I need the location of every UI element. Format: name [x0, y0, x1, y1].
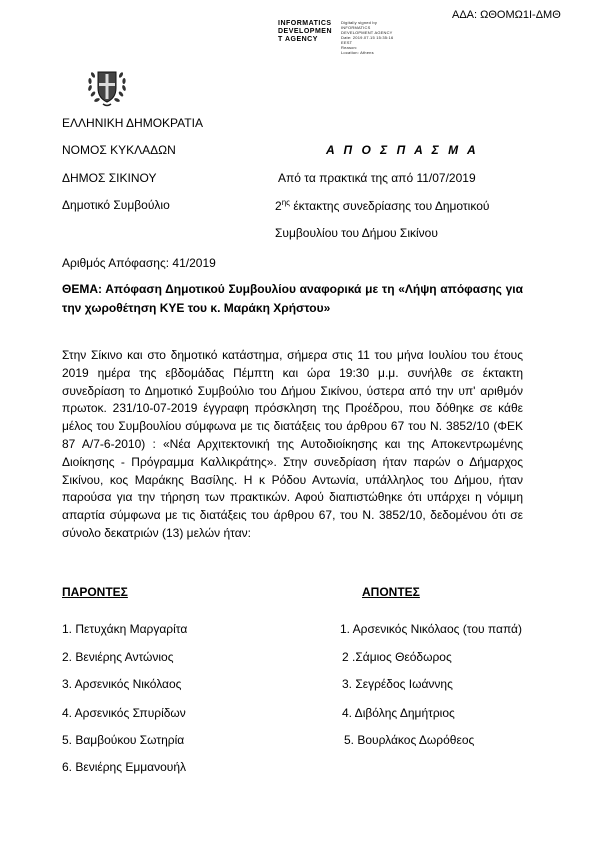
session-line: $2^{\eta\varsigma}$ έκτακτης συνεδρίασης του Δημοτικού: [275, 198, 490, 213]
absent-item: 3. Σεγρέδος Ιωάννης: [342, 677, 453, 691]
logo-line: T AGENCY: [278, 36, 318, 43]
subject-heading: ΘΕΜΑ: Απόφαση Δημοτικού Συμβουλίου αναφορικά με τη «Λήψη απόφασης για την χωροθέτηση ΚΥΕ του κ. Μαράκη Χρήστου»: [62, 282, 523, 315]
present-item: 5. Βαμβούκου Σωτηρία: [62, 733, 185, 747]
absent-header: ΑΠΟΝΤΕΣ: [362, 585, 420, 599]
present-item: 2. Βενιέρης Αντώνιος: [62, 650, 174, 664]
ada-code: ΑΔΑ: ΩΘΟΜΩ1Ι-ΔΜΘ: [452, 9, 561, 21]
present-item: 6. Βενιέρης Εμμανουήλ: [62, 760, 187, 774]
logo-line: INFORMATICS: [278, 20, 332, 27]
decision-number: Αριθμός Απόφασης: 41/2019: [62, 256, 216, 270]
absent-item: 5. Βουρλάκος Δωρόθεος: [344, 733, 475, 747]
signature-logo: [278, 20, 332, 44]
present-item: 4. Αρσενικός Σπυρίδων: [62, 706, 186, 720]
absent-item: 4. Διβόλης Δημήτριος: [342, 706, 455, 720]
absent-item: 2 .Σάμιος Θεόδωρος: [342, 650, 452, 664]
excerpt-title: Α Π Ο Σ Π Α Σ Μ Α: [326, 143, 479, 157]
prefecture-name: ΝΟΜΟΣ ΚΥΚΛΑΔΩΝ: [62, 143, 176, 157]
present-header: ΠΑΡΟΝΤΕΣ: [62, 585, 128, 599]
minutes-date: Από τα πρακτικά της από 11/07/2019: [278, 171, 476, 185]
present-item: 1. Πετυχάκη Μαργαρίτα: [62, 622, 188, 636]
present-item: 3. Αρσενικός Νικόλαος: [62, 677, 182, 691]
council-name: Δημοτικό Συμβούλιο: [62, 198, 170, 212]
body-paragraph: Στην Σίκινο και στο δημοτικό κατάστημα, σήμερα στις 11 του μήνα Ιουλίου του έτους 2019 ημέρα της εβδομάδας Πέμπτη και ώρα 19:30 μ.μ. συνήλθε σε έκτακτη συνεδρίαση το Δημοτικό Συμβούλιο του Δήμου Σικίνου, ύστερα από την υπ' αριθμόν πρωτοκ. 231/10-07-2019 έγγραφη πρόσκληση της Προέδρου, που δόθηκε σε κάθε μέλος του Συμβουλίου σύμφωνα με τις διατάξεις του άρθρου 67 του Ν. 3852/10 (ΦΕΚ 87 Α/7-6-2010) : «Νέα Αρχιτεκτονική της Αυτοδιοίκησης και της Αποκεντρωμένης Διοίκησης - Πρόγραμμα Καλλικράτης». Στην συνεδρίαση ήταν παρών ο Δήμαρχος Σικίνου, κος Μαράκης Βασίλης. Η κ Ρόδου Αντωνία, υπάλληλος του Δήμου, ήταν παρούσα για την τήρηση των πρακτικών. Αφού διαπιστώθηκε ότι υπάρχει η νόμιμη απαρτία σύμφωνα με τις διατάξεις του άρθρου 67, του Ν. 3852/10, δεδομένου ότι σε σύνολο δεκατριών (13) μελών ήταν:: [62, 348, 523, 540]
greek-emblem-icon: [84, 64, 130, 108]
logo-line: DEVELOPMEN: [278, 28, 333, 35]
session-line-2: Συμβουλίου του Δήμου Σικίνου: [275, 226, 438, 240]
absent-item: 1. Αρσενικός Νικόλαος (του παπά): [340, 622, 522, 636]
country-name: ΕΛΛΗΝΙΚΗ ΔΗΜΟΚΡΑΤΙΑ: [62, 116, 203, 130]
signature-details: Digitally signed by INFORMATICS DEVELOPMENT AGENCY Date: 2019.07.15 15:35:16 EEST Reason: Location: Athens: [341, 20, 394, 55]
municipality-name: ΔΗΜΟΣ ΣΙΚΙΝΟΥ: [62, 171, 157, 185]
